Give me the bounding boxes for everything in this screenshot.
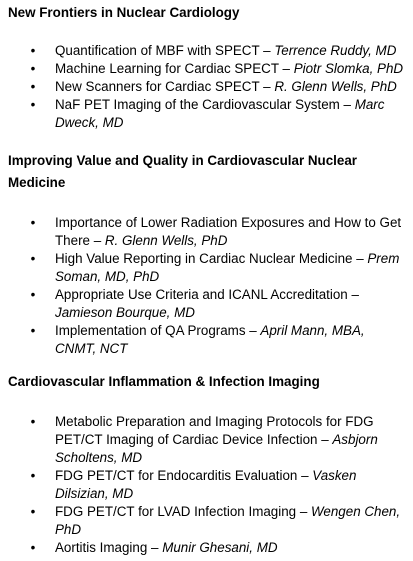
bullet-icon: • bbox=[30, 251, 36, 266]
bullet-icon: • bbox=[30, 61, 36, 76]
talk-title: Appropriate Use Criteria and ICANL Accreditation bbox=[55, 287, 348, 302]
talk-title: FDG PET/CT for LVAD Infection Imaging bbox=[55, 504, 297, 519]
section-new-frontiers bbox=[8, 2, 407, 132]
section-title: Cardiovascular Inflammation & Infection Imaging bbox=[8, 374, 320, 389]
separator: – bbox=[347, 287, 359, 302]
bullet-icon: • bbox=[30, 540, 36, 555]
list-item bbox=[8, 503, 407, 539]
talk-title: Machine Learning for Cardiac SPECT bbox=[55, 61, 279, 76]
talk-title: Implementation of QA Programs bbox=[55, 323, 246, 338]
section-value-quality bbox=[8, 150, 407, 358]
separator: – bbox=[296, 504, 312, 519]
separator: – bbox=[245, 323, 261, 338]
speaker-name: April Mann, MBA, CNMT, NCT bbox=[55, 323, 365, 356]
speaker-name: Terrence Ruddy, MD bbox=[274, 43, 397, 58]
speaker-name: Prem Soman, MD, PhD bbox=[55, 251, 400, 284]
talk-title: Importance of Lower Radiation Exposures and How to Get There bbox=[55, 215, 402, 248]
separator: – bbox=[339, 97, 355, 112]
bullet-icon: • bbox=[30, 215, 36, 230]
separator: – bbox=[259, 79, 275, 94]
section-inflammation-infection bbox=[8, 371, 407, 557]
section-title: Improving Value and Quality in Cardiovascular Nuclear Medicine bbox=[8, 153, 358, 190]
speaker-name: Wengen Chen, PhD bbox=[55, 504, 401, 537]
speaker-name: Jamieson Bourque, MD bbox=[55, 305, 195, 320]
speaker-name: Asbjorn Scholtens, MD bbox=[55, 432, 378, 465]
talk-title: FDG PET/CT for Endocarditis Evaluation bbox=[55, 468, 298, 483]
talk-title: New Scanners for Cardiac SPECT bbox=[55, 79, 260, 94]
speaker-name: R. Glenn Wells, PhD bbox=[104, 233, 228, 248]
bullet-icon: • bbox=[30, 468, 36, 483]
list-item bbox=[8, 322, 407, 358]
section-title: New Frontiers in Nuclear Cardiology bbox=[8, 5, 240, 20]
talk-list bbox=[8, 413, 407, 557]
speaker-name: Piotr Slomka, PhD bbox=[293, 61, 404, 76]
talk-list bbox=[8, 42, 407, 132]
separator: – bbox=[278, 61, 294, 76]
list-item bbox=[8, 96, 407, 132]
talk-title: Metabolic Preparation and Imaging Protocols for FDG PET/CT Imaging of Cardiac Device Infection bbox=[55, 414, 374, 447]
list-item bbox=[8, 214, 407, 250]
list-item bbox=[8, 467, 407, 503]
list-item bbox=[8, 250, 407, 286]
list-item bbox=[8, 60, 407, 78]
list-item bbox=[8, 78, 407, 96]
speaker-name: Vasken Dilsizian, MD bbox=[55, 468, 357, 501]
bullet-icon: • bbox=[30, 323, 36, 338]
talk-title: Aortitis Imaging bbox=[55, 540, 148, 555]
list-item bbox=[8, 42, 407, 60]
bullet-icon: • bbox=[30, 97, 36, 112]
speaker-name: Munir Ghesani, MD bbox=[162, 540, 278, 555]
bullet-icon: • bbox=[30, 287, 36, 302]
bullet-icon: • bbox=[30, 79, 36, 94]
speaker-name: R. Glenn Wells, PhD bbox=[274, 79, 397, 94]
separator: – bbox=[317, 432, 333, 447]
separator: – bbox=[297, 468, 313, 483]
talk-list bbox=[8, 214, 407, 358]
separator: – bbox=[89, 233, 105, 248]
list-item bbox=[8, 413, 407, 467]
talk-title: High Value Reporting in Cardiac Nuclear Medicine bbox=[55, 251, 353, 266]
talk-title: Quantification of MBF with SPECT bbox=[55, 43, 260, 58]
bullet-icon: • bbox=[30, 43, 36, 58]
bullet-icon: • bbox=[30, 504, 36, 519]
separator: – bbox=[259, 43, 275, 58]
list-item bbox=[8, 286, 407, 322]
separator: – bbox=[147, 540, 163, 555]
list-item bbox=[8, 539, 407, 557]
talk-title: NaF PET Imaging of the Cardiovascular System bbox=[55, 97, 340, 112]
bullet-icon: • bbox=[30, 414, 36, 429]
separator: – bbox=[352, 251, 368, 266]
speaker-name: Marc Dweck, MD bbox=[55, 97, 385, 130]
